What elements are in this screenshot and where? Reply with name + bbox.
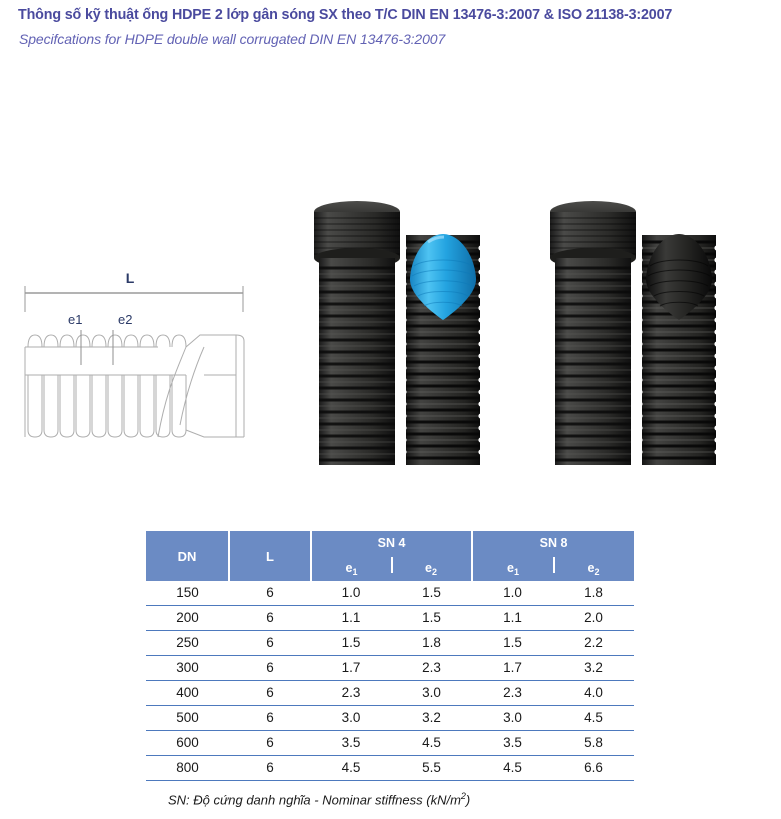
cell-sn4-e1: 4.5 — [311, 756, 391, 781]
cell-sn4-e1: 1.7 — [311, 656, 391, 681]
cell-sn8-e2: 1.8 — [553, 581, 634, 606]
sn4-e2-index: 2 — [431, 567, 437, 577]
cell-sn4-e2: 4.5 — [391, 731, 472, 756]
cell-sn8-e2: 4.0 — [553, 681, 634, 706]
cell-sn8-e1: 3.0 — [472, 706, 553, 731]
cell-l: 6 — [229, 706, 311, 731]
pipe-back-2 — [550, 201, 636, 465]
product-photo-blue-cone — [300, 180, 550, 472]
drawing-label-e2: e2 — [118, 312, 133, 327]
cell-l: 6 — [229, 681, 311, 706]
cell-dn: 600 — [146, 731, 229, 756]
cell-sn8-e2: 4.5 — [553, 706, 634, 731]
cell-l: 6 — [229, 756, 311, 781]
page-title: Thông số kỹ thuật ống HDPE 2 lớp gân sóng SX theo T/C DIN EN 13476-3:2007 & ISO 21138-3:2007 — [18, 7, 673, 23]
cell-l: 6 — [229, 581, 311, 606]
table-row — [146, 656, 634, 681]
cell-dn: 300 — [146, 656, 229, 681]
table-row — [146, 706, 634, 731]
spec-table-body — [146, 581, 634, 781]
cell-sn8-e2: 2.0 — [553, 606, 634, 631]
pipe-drawing-svg — [8, 262, 270, 447]
product-photo-black-cone — [540, 180, 781, 472]
cell-sn4-e2: 1.5 — [391, 581, 472, 606]
cell-sn4-e2: 5.5 — [391, 756, 472, 781]
cell-sn4-e2: 1.8 — [391, 631, 472, 656]
col-header-sn4-e2 — [391, 555, 472, 581]
cell-sn4-e1: 1.5 — [311, 631, 391, 656]
pipe-front-blue — [400, 234, 484, 465]
cell-sn8-e2: 5.8 — [553, 731, 634, 756]
cell-sn4-e2: 2.3 — [391, 656, 472, 681]
photo-blue-svg — [300, 180, 550, 472]
table-row — [146, 606, 634, 631]
cell-dn: 500 — [146, 706, 229, 731]
col-header-dn: DN — [146, 531, 229, 581]
drawing-label-length: L — [125, 270, 135, 286]
cell-sn8-e1: 1.5 — [472, 631, 553, 656]
table-row — [146, 681, 634, 706]
cell-sn8-e1: 1.1 — [472, 606, 553, 631]
cell-sn8-e1: 4.5 — [472, 756, 553, 781]
cell-sn4-e1: 1.0 — [311, 581, 391, 606]
col-header-sn4-e1 — [311, 555, 391, 581]
cell-sn8-e1: 2.3 — [472, 681, 553, 706]
pipe-front-black — [637, 234, 719, 465]
footnote-superscript: 2 — [460, 791, 466, 801]
sn8-e1-label: e — [507, 561, 514, 575]
table-row — [146, 631, 634, 656]
cell-sn4-e1: 3.0 — [311, 706, 391, 731]
footnote-close: ) — [465, 792, 471, 808]
col-group-sn8: SN 8 — [472, 531, 634, 555]
cell-sn4-e2: 3.0 — [391, 681, 472, 706]
pipe-technical-drawing — [8, 262, 270, 447]
drawing-label-e1: e1 — [68, 312, 83, 327]
col-header-sn8-e2 — [553, 555, 634, 581]
table-row — [146, 756, 634, 781]
sn4-e2-label: e — [425, 561, 432, 575]
cell-sn4-e1: 2.3 — [311, 681, 391, 706]
spec-table — [146, 531, 634, 781]
cell-dn: 150 — [146, 581, 229, 606]
cell-l: 6 — [229, 656, 311, 681]
sn4-e1-label: e — [345, 561, 353, 575]
pipe-back — [314, 201, 400, 465]
table-footnote — [168, 791, 470, 807]
cell-sn8-e1: 1.7 — [472, 656, 553, 681]
cell-sn8-e2: 3.2 — [553, 656, 634, 681]
col-header-sn8-e1 — [472, 555, 553, 581]
cell-sn8-e1: 1.0 — [472, 581, 553, 606]
footnote-text: SN: Độ cứng danh nghĩa - Nominar stiffness (kN/m — [168, 792, 461, 808]
cell-sn8-e2: 6.6 — [553, 756, 634, 781]
cell-l: 6 — [229, 606, 311, 631]
cell-sn8-e2: 2.2 — [553, 631, 634, 656]
cell-sn4-e1: 1.1 — [311, 606, 391, 631]
cell-dn: 400 — [146, 681, 229, 706]
cell-sn4-e2: 1.5 — [391, 606, 472, 631]
cell-dn: 200 — [146, 606, 229, 631]
sn8-e1-index: 1 — [513, 567, 519, 577]
cell-dn: 250 — [146, 631, 229, 656]
spec-table-head — [146, 531, 634, 581]
col-header-l: L — [229, 531, 311, 581]
table-row — [146, 731, 634, 756]
cell-l: 6 — [229, 631, 311, 656]
photo-black-svg — [540, 180, 781, 472]
spec-table-head-row-1 — [146, 531, 634, 555]
sn8-e2-label: e — [587, 561, 595, 575]
page-subtitle: Specifcations for HDPE double wall corrugated DIN EN 13476-3:2007 — [19, 31, 446, 47]
sn8-e2-index: 2 — [594, 567, 600, 577]
sn4-e1-index: 1 — [352, 567, 358, 577]
spec-table-container — [146, 531, 634, 781]
table-row — [146, 581, 634, 606]
col-group-sn4: SN 4 — [311, 531, 472, 555]
cell-sn4-e2: 3.2 — [391, 706, 472, 731]
cell-l: 6 — [229, 731, 311, 756]
cell-sn4-e1: 3.5 — [311, 731, 391, 756]
cell-dn: 800 — [146, 756, 229, 781]
cell-sn8-e1: 3.5 — [472, 731, 553, 756]
